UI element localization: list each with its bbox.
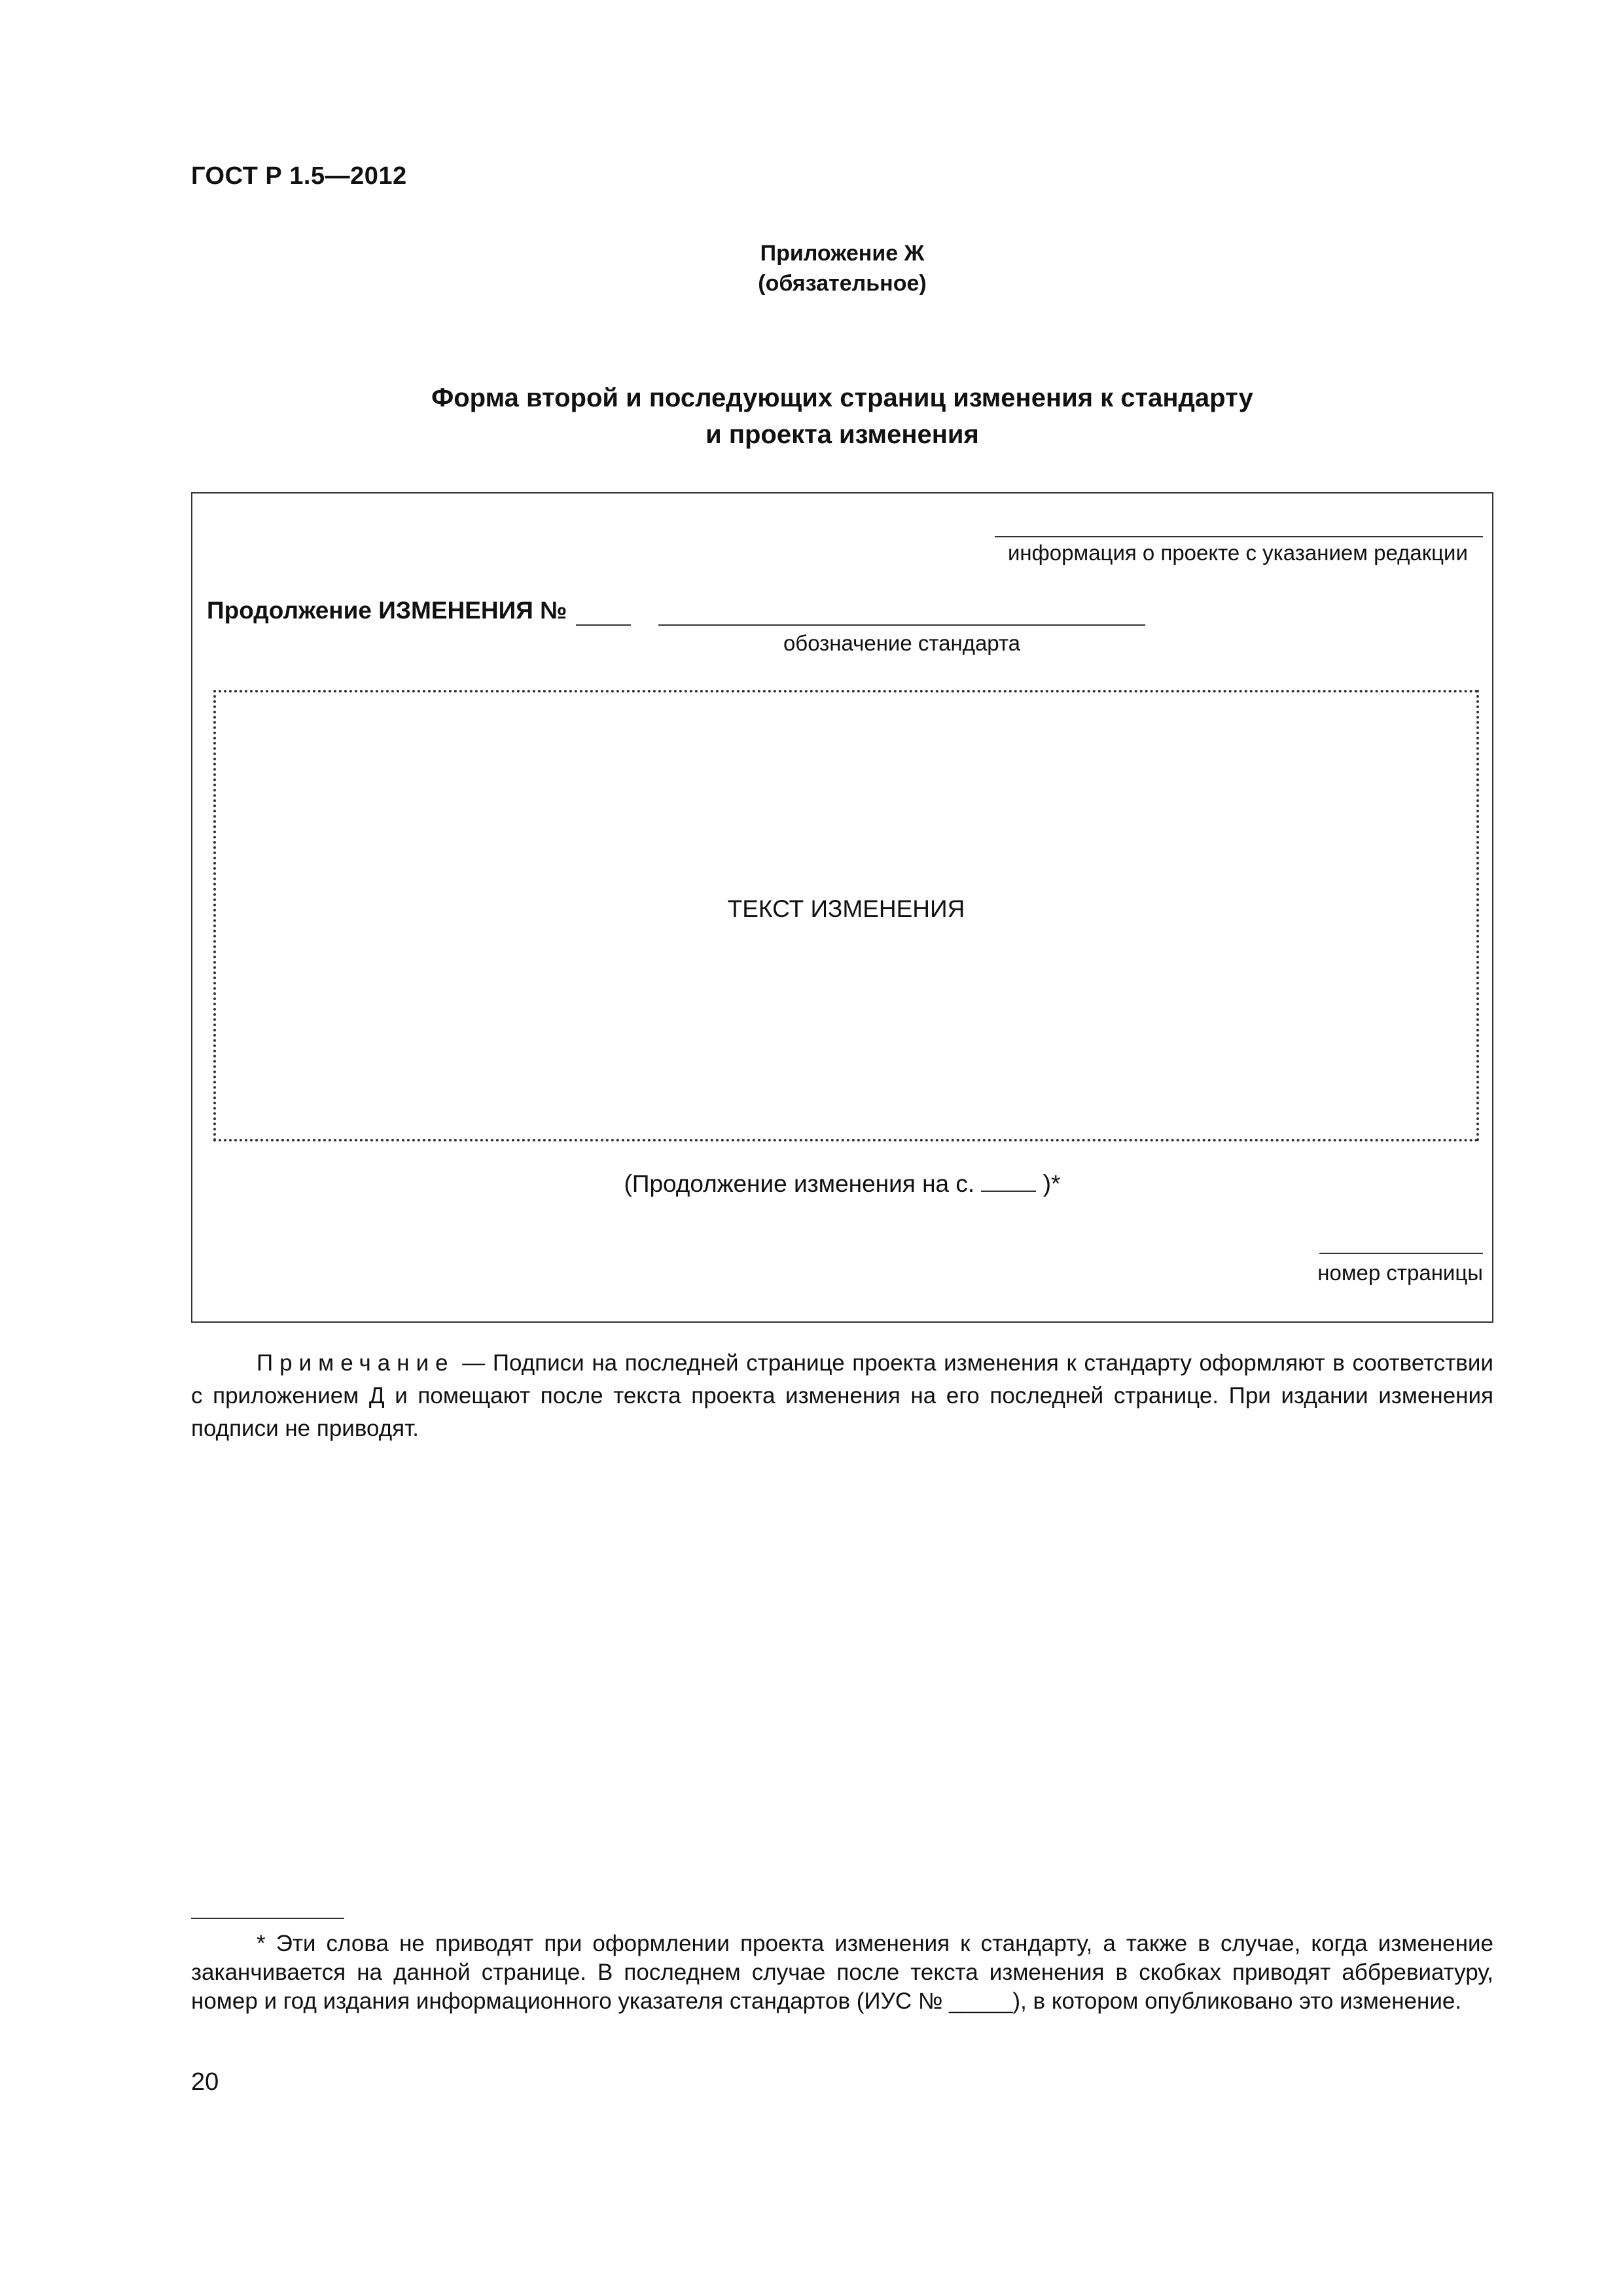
standard-designation-blank	[658, 624, 1145, 626]
form-title	[191, 380, 1493, 453]
info-caption: информация о проекте с указанием редакции	[1008, 541, 1468, 565]
continuation-page-suffix: )*	[1043, 1170, 1061, 1197]
appendix-status: (обязательное)	[758, 271, 927, 296]
form-title-line-1: Форма второй и последующих страниц изменения к стандарту	[431, 384, 1253, 412]
footnote-text: * Эти слова не приводят при оформлении проекта изменения к стандарту, а также в случае, когда изменение заканчивается на данной странице. В последнем случае после текста изменения в скобках приводят аббревиатуру, номер и год издания информационного указателя стандартов (ИУС № _____), в котором опубликовано это изменение.	[191, 1931, 1493, 2014]
appendix-heading	[191, 238, 1493, 298]
appendix-title: Приложение Ж	[760, 241, 925, 266]
document-code: ГОСТ Р 1.5—2012	[191, 162, 407, 190]
continuation-label: Продолжение ИЗМЕНЕНИЯ №	[207, 597, 567, 624]
change-text-box	[213, 690, 1479, 1141]
change-text-placeholder: ТЕКСТ ИЗМЕНЕНИЯ	[727, 895, 965, 922]
continuation-page-prefix: (Продолжение изменения на с.	[624, 1170, 975, 1197]
continuation-page-line	[192, 1170, 1492, 1198]
change-number-blank	[576, 624, 631, 626]
footnote	[191, 1929, 1493, 2016]
page-number-blank-line	[1319, 1253, 1483, 1254]
standard-caption: обозначение стандарта	[783, 631, 1021, 655]
page-number: 20	[191, 2068, 219, 2096]
note-paragraph	[191, 1347, 1493, 1445]
form-title-line-2: и проекта изменения	[705, 420, 979, 449]
footnote-separator	[191, 1918, 344, 1919]
info-blank-line	[995, 536, 1483, 537]
page-caption: номер страницы	[1317, 1261, 1483, 1285]
form-frame	[191, 492, 1493, 1323]
note-lead: Примечание	[257, 1350, 455, 1376]
page-number-blank	[981, 1171, 1036, 1192]
note-text: — Подписи на последней странице проекта изменения к стандарту оформляют в соответствии с приложением Д и помещают после текста проекта изменения на его последней странице. При издании изменения подписи не приводят.	[191, 1350, 1493, 1441]
